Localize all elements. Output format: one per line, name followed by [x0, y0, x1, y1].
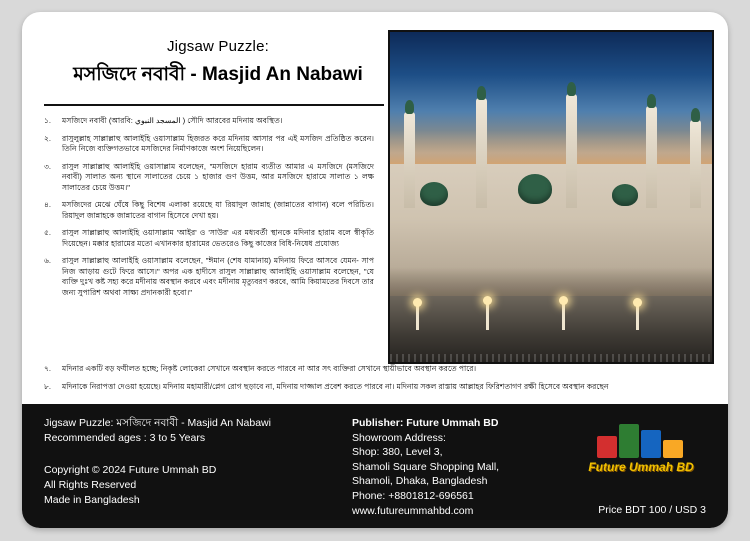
- list-item: [44, 256, 374, 298]
- footer-address-line1: Shop: 380, Level 3,: [352, 446, 443, 459]
- list-item-text: মদিনাকে নিরাপত্তা দেওয়া হয়েছে। মদিনায় মহামারী/প্লেগ রোগ ছড়াবে না, মদিনায় দাজ্জাল প্রবেশ করতে পারবে না। মদিনায় সকল রাস্তায় আল্লাহর ফিরিশতাগণ রক্ষী হিসেবে অবস্থান করছেন: [62, 381, 609, 391]
- minaret-icon: [690, 120, 701, 208]
- footer-left: [44, 416, 344, 508]
- list-item-text: মদিনার একটি বড় ফযীলত হচ্ছে; নিকৃষ্ট লোকেরা সেখানে অবস্থান করতে পারবে না আর সৎ ব্যক্তিরা সেখানে স্থায়ীভাবে অবস্থান করতে পারে।: [62, 364, 477, 373]
- list-item-number: ৩.: [44, 161, 52, 171]
- list-item-text: রাসুল সাল্লাল্লাহু আলাইহি ওয়াসাল্লাম বলেছেন, "মসজিদে হারাম ব্যতীত আমার এ মসজিদে (মসজিদে নবাবী) সালাত অন্য স্থানে সালাতের চেয়ে ১ হাজার গুণ উত্তম, আর মসজিদে হারামে সালাত ১ লক্ষ সালাতের চেয়ে উত্তম।": [62, 161, 374, 192]
- facts-list-wide: [44, 364, 706, 399]
- footer-copyright: Copyright © 2024 Future Ummah BD: [44, 464, 217, 476]
- minaret-icon: [476, 98, 487, 208]
- price-label: Price BDT 100 / USD 3: [598, 504, 706, 516]
- courtyard: [390, 296, 712, 362]
- list-item: [44, 228, 374, 249]
- minaret-icon: [646, 106, 657, 208]
- footer-rights: All Rights Reserved: [44, 479, 137, 491]
- minaret-icon: [566, 94, 577, 208]
- title-divider: [44, 104, 384, 106]
- list-item-number: ৫.: [44, 228, 52, 237]
- list-item: [44, 162, 374, 194]
- footer-showroom-label: Showroom Address:: [352, 431, 446, 444]
- footer-phone: Phone: +8801812-696561: [352, 489, 474, 502]
- list-item-text: রাসুলুল্লাহ সাল্লাল্লাহু আলাইহি ওয়াসাল্লাম হিজরত করে মদিনায় আসার পর এই মসজিদ প্রতিষ্ঠিত করেন। তিনি নিজে ব্যক্তিগতভাবে মসজিদের নির্মাণকাজে অংশ নিয়েছিলেন।: [62, 133, 374, 153]
- list-item-text: মসজিদের মেঝে ঘেঁষে কিছু বিশেষ এলাকা রয়েছে যা রিয়াদুল জান্নাহ (জান্নাতের বাগান) বলে পরিচিত। রিয়াদুল জান্নাহকে জান্নাতের বাগান হিসেবে দেখা হয়।: [62, 200, 374, 220]
- list-item-text: রাসুল সাল্লাল্লাহু আলাইহি ওয়াসাল্লাম 'আইর' ও 'সাউর' এর মধ্যবর্তী স্থানকে মদিনার হারাম বলে স্বীকৃতি দিয়েছেন। মক্কার হারামের মতো এখানকার হারামের ভেতরেও কিছু কাজের বিধি-নিষেধ প্রযোজ্য: [62, 228, 374, 248]
- logo-blocks: [593, 418, 689, 458]
- list-item: [44, 116, 374, 127]
- list-item: [44, 200, 374, 221]
- page-title-line1: Jigsaw Puzzle:: [166, 38, 269, 55]
- list-item: [44, 382, 706, 393]
- mosque-building: [390, 164, 712, 303]
- list-item: [44, 364, 706, 375]
- lamp-icon: [562, 302, 565, 330]
- lamp-icon: [416, 304, 419, 330]
- facts-list-narrow: [44, 116, 374, 305]
- list-item-number: ৬.: [44, 256, 52, 265]
- card-footer: [22, 404, 728, 528]
- dome-icon: [612, 184, 638, 206]
- footer-address-line2: Shamoli Square Shopping Mall,: [352, 460, 500, 473]
- logo-block-blue: [641, 430, 661, 458]
- logo-block-red: [597, 436, 617, 458]
- crowd: [390, 354, 712, 362]
- product-card: [22, 12, 728, 528]
- list-item-number: ১.: [44, 116, 52, 125]
- future-ummah-logo: [576, 418, 706, 480]
- list-item: [44, 134, 374, 155]
- footer-publisher-block: [352, 416, 612, 518]
- dome-icon: [518, 174, 552, 204]
- lamp-icon: [486, 302, 489, 330]
- footer-recommended-ages: Recommended ages : 3 to 5 Years: [44, 432, 206, 444]
- minaret-icon: [404, 112, 415, 208]
- lamp-icon: [636, 304, 639, 330]
- logo-text: Future Ummah BD: [588, 460, 694, 474]
- masjid-an-nabawi-photo: [388, 30, 714, 364]
- logo-block-yellow: [663, 440, 683, 458]
- list-item-number: ৮.: [44, 381, 52, 391]
- dome-icon: [420, 182, 448, 206]
- footer-website[interactable]: www.futureummahbd.com: [352, 504, 474, 517]
- footer-made-in: Made in Bangladesh: [44, 494, 140, 506]
- list-item-text: মসজিদে নবাবী (আরবি: المسجد النبوي ) সৌদি আরবের মদিনায় অবস্থিত।: [62, 116, 283, 125]
- list-item-text: রাসুল সাল্লাল্লাহু আলাইহি ওয়াসাল্লাম বলেছেন, "ঈমান (শেষ যামানায়) মদিনায় ফিরে আসবে যেমন- সাপ নিজ আড়ায় গুটে ফিরে আসে।" অপর এক হাদীসে রাসুল সাল্লাল্লাহু আলাইহি ওয়াসাল্লাম বলেছেন, "যে ব্যক্তি দুঃখ কষ্ট সহ্য করে মদীনায় অবস্থান করবে এবং মদীনায় মৃত্যুবরণ করবে, আমি কিয়ামতের দিবসে তার জন্য সুপারিশ অথবা সাক্ষ্য প্রদানকারী হবো।": [62, 256, 374, 297]
- list-item-number: ৭.: [44, 364, 52, 373]
- footer-product-title: Jigsaw Puzzle: মসজিদে নবাবী - Masjid An Nabawi: [44, 417, 271, 429]
- list-item-number: ৪.: [44, 200, 52, 209]
- footer-publisher: Publisher: Future Ummah BD: [352, 417, 499, 429]
- logo-block-green: [619, 424, 639, 458]
- footer-address-line3: Shamoli, Dhaka, Bangladesh: [352, 475, 488, 488]
- page-title-line2: মসজিদে নবাবী - Masjid An Nabawi: [73, 64, 363, 85]
- title-block: [58, 38, 378, 92]
- list-item-number: ২.: [44, 133, 52, 143]
